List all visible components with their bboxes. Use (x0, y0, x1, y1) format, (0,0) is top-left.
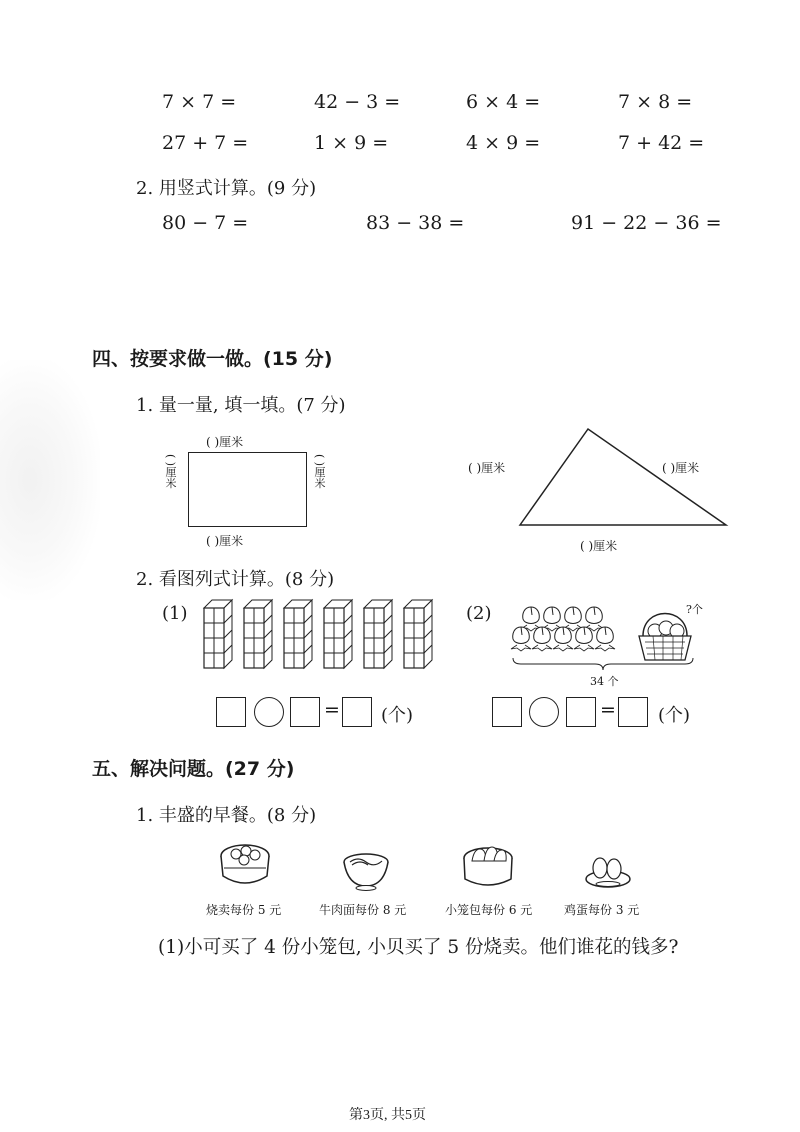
equals-sign: = (600, 699, 616, 721)
tri-left-label: ( )厘米 (468, 461, 506, 475)
rect-left-label: ( )厘米 (164, 454, 177, 489)
equals-sign: = (324, 699, 340, 721)
equation: 4 × 9 = (466, 132, 541, 154)
answer-box[interactable] (492, 697, 522, 727)
question-title: 2. 用竖式计算。(9 分) (136, 178, 317, 199)
food-price-label: 烧卖每份 5 元 (206, 903, 282, 917)
sub-question: (1)小可买了 4 份小笼包, 小贝买了 5 份烧卖。他们谁花的钱多? (158, 937, 679, 958)
question-title: 1. 丰盛的早餐。(8 分) (136, 805, 317, 826)
equation: 7 × 8 = (618, 91, 693, 113)
xiaolongbao-steamer-image (460, 843, 516, 893)
equation: 91 − 22 − 36 = (571, 212, 722, 234)
operator-circle[interactable] (529, 697, 559, 727)
equation: 42 − 3 = (314, 91, 401, 113)
equation: 7 × 7 = (162, 91, 237, 113)
operator-circle[interactable] (254, 697, 284, 727)
beef-noodle-bowl-image (340, 852, 392, 894)
answer-box[interactable] (216, 697, 246, 727)
equation: 7 + 42 = (618, 132, 705, 154)
unit-label: (个) (381, 705, 414, 726)
triangle-figure (510, 424, 740, 534)
eggs-plate-image (583, 848, 633, 890)
unknown-count-label: ?个 (686, 603, 703, 616)
part-label: (2) (466, 603, 492, 624)
rect-bottom-label: ( )厘米 (206, 534, 244, 548)
section-title: 五、解决问题。(27 分) (92, 758, 295, 780)
scan-smudge (0, 360, 100, 600)
cube-stacks-image (200, 598, 450, 674)
total-label: 34 个 (590, 675, 619, 688)
page-number: 第3页, 共5页 (349, 1108, 426, 1123)
equation: 27 + 7 = (162, 132, 249, 154)
unit-label: (个) (658, 705, 691, 726)
rectangle-figure (188, 452, 307, 527)
tri-right-label: ( )厘米 (662, 461, 700, 475)
rect-right-label: ( )厘米 (313, 454, 326, 489)
section-title: 四、按要求做一做。(15 分) (92, 348, 333, 370)
question-title: 1. 量一量, 填一填。(7 分) (136, 395, 346, 416)
question-title: 2. 看图列式计算。(8 分) (136, 569, 335, 590)
answer-box[interactable] (618, 697, 648, 727)
rect-top-label: ( )厘米 (206, 435, 244, 449)
equation: 1 × 9 = (314, 132, 389, 154)
tri-bottom-label: ( )厘米 (580, 539, 618, 553)
part-label: (1) (162, 603, 188, 624)
food-price-label: 小笼包每份 6 元 (445, 903, 533, 917)
food-price-label: 鸡蛋每份 3 元 (564, 903, 640, 917)
shaomai-steamer-image (218, 840, 272, 892)
answer-box[interactable] (342, 697, 372, 727)
equation: 6 × 4 = (466, 91, 541, 113)
answer-box[interactable] (290, 697, 320, 727)
answer-box[interactable] (566, 697, 596, 727)
equation: 83 − 38 = (366, 212, 465, 234)
food-price-label: 牛肉面每份 8 元 (319, 903, 407, 917)
equation: 80 − 7 = (162, 212, 249, 234)
